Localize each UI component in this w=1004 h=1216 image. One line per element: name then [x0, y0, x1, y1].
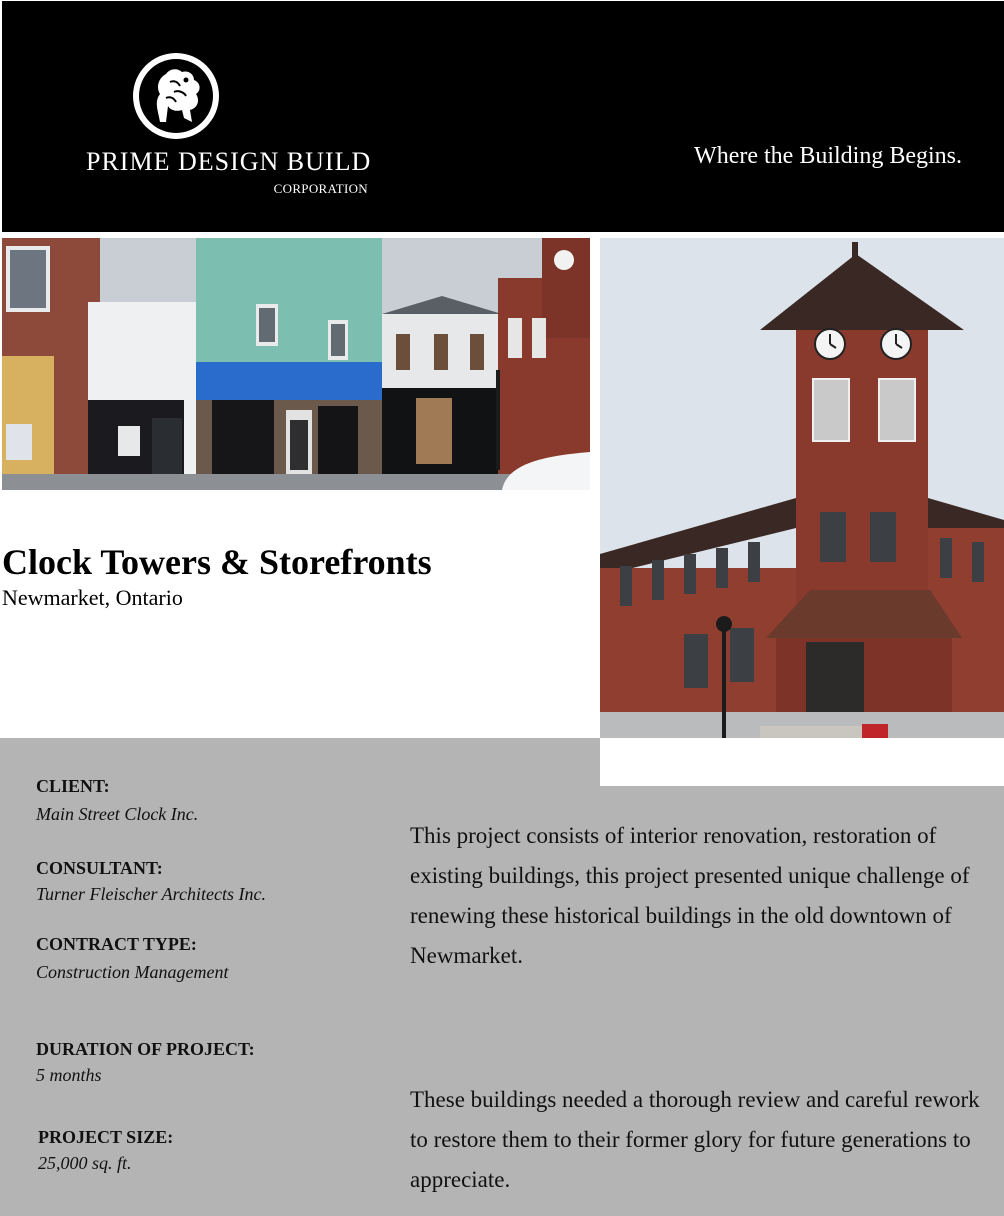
project-location: Newmarket, Ontario	[2, 585, 183, 610]
clock-tower-photo	[600, 238, 1004, 786]
tagline: Where the Building Begins.	[694, 143, 962, 169]
duration-value: 5 months	[36, 1065, 102, 1085]
consultant-field	[36, 856, 266, 906]
project-size-value: 25,000 sq. ft.	[38, 1153, 132, 1173]
header-banner	[2, 1, 1004, 232]
client-value: Main Street Clock Inc.	[36, 804, 199, 824]
brand-subtitle: CORPORATION	[273, 181, 368, 196]
contract-type-field	[36, 932, 228, 984]
project-title: Clock Towers & Storefronts	[2, 542, 432, 582]
description-paragraph-2: These buildings needed a thorough review and careful rework to restore them to their former glory for future generations to appreciate.	[410, 1087, 980, 1192]
duration-label: DURATION OF PROJECT:	[36, 1039, 255, 1059]
panel-notch	[600, 738, 1004, 786]
storefronts-photo	[2, 238, 590, 490]
contract-type-label: CONTRACT TYPE:	[36, 934, 197, 954]
project-size-field	[38, 1125, 173, 1175]
brand-name: PRIME DESIGN BUILD	[86, 147, 372, 176]
description-paragraph-1: This project consists of interior renovation, restoration of existing buildings, this project presented unique challenge of renewing these historical buildings in the old downtown of Newmarket.	[410, 823, 970, 968]
consultant-value: Turner Fleischer Architects Inc.	[36, 884, 266, 904]
lion-crest-logo	[130, 52, 222, 140]
consultant-label: CONSULTANT:	[36, 858, 163, 878]
project-title-block	[2, 540, 592, 612]
project-size-label: PROJECT SIZE:	[38, 1127, 174, 1147]
client-field	[36, 774, 198, 826]
duration-field	[36, 1037, 255, 1087]
client-label: CLIENT:	[36, 776, 110, 796]
info-panel	[0, 738, 1004, 1216]
contract-type-value: Construction Management	[36, 962, 229, 982]
